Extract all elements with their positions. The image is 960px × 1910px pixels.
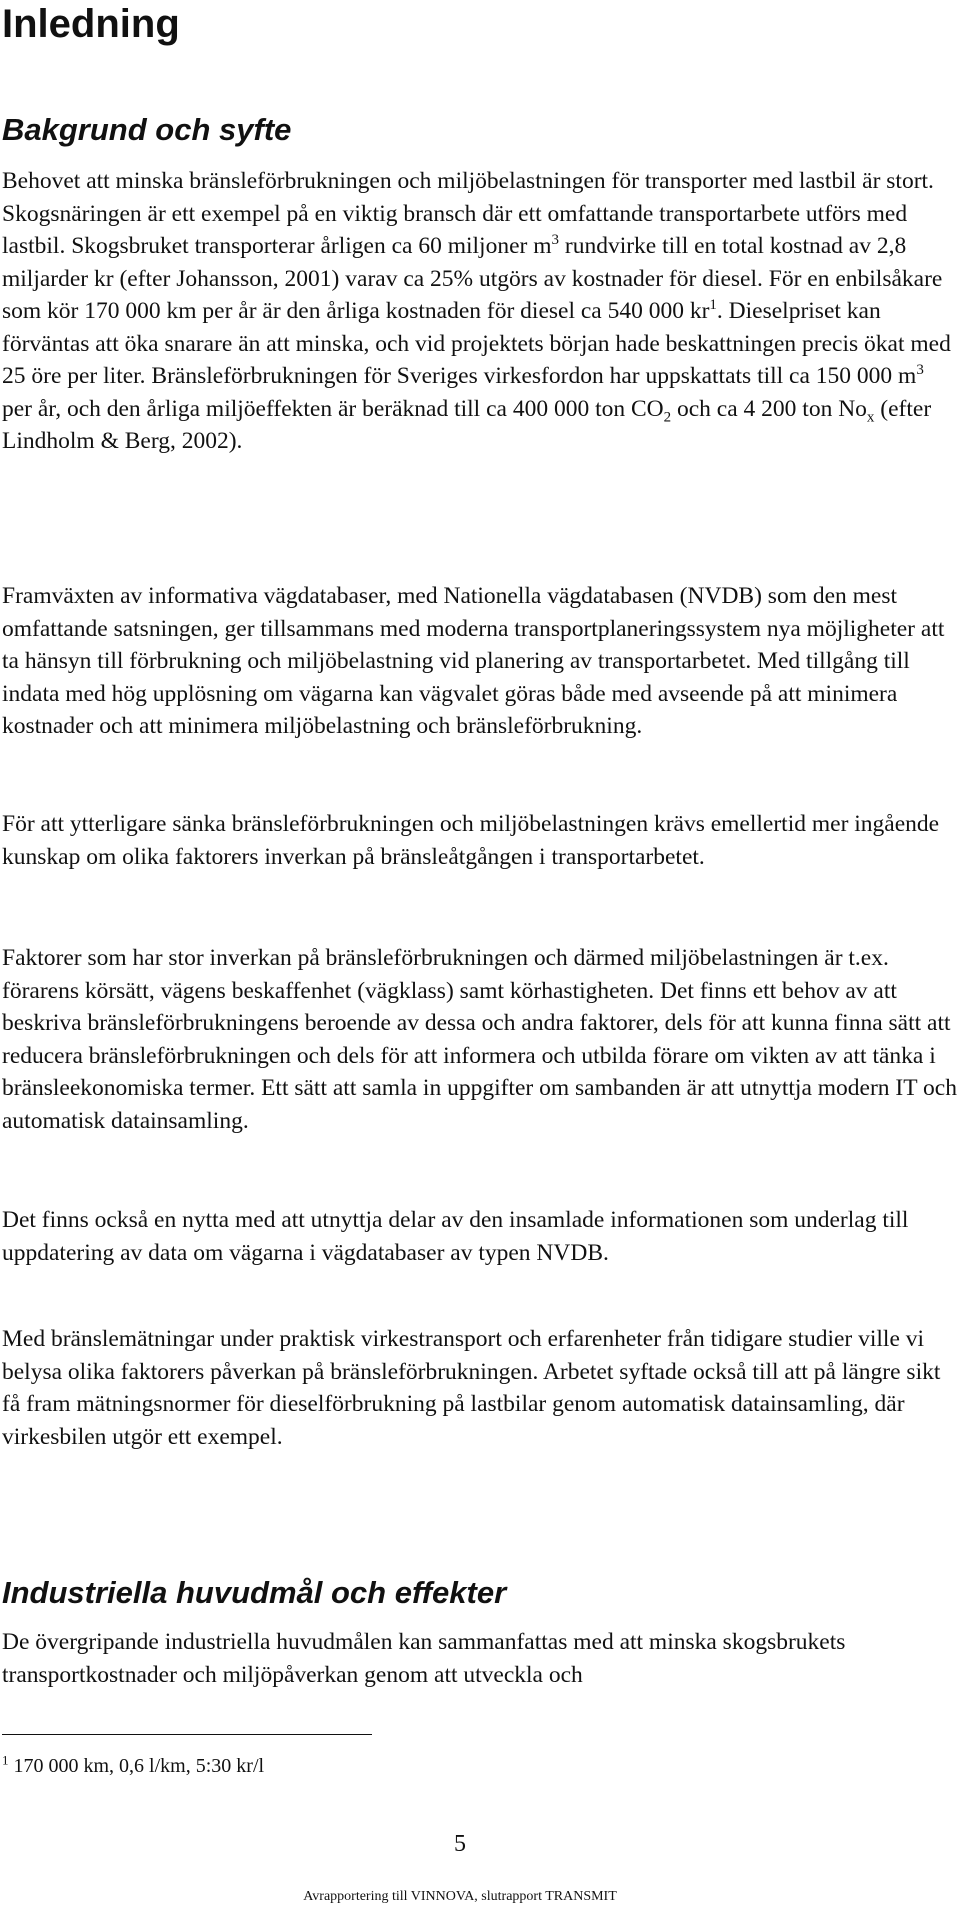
page-number: 5 bbox=[454, 1831, 466, 1857]
subscript-x: x bbox=[866, 409, 875, 426]
footnote-divider bbox=[2, 1734, 372, 1735]
paragraph-1 bbox=[2, 165, 957, 458]
superscript-cubic: 3 bbox=[916, 362, 924, 379]
paragraph-1-text-f: (efter Lindholm & Berg, 2002). bbox=[2, 395, 932, 454]
paragraph-1-text-b: rundvirke till en total kostnad av 2,8 miljarder kr (efter Johansson, 2001) varav ca 25% utgörs av kostnader för diesel. För en enbilsåkare som kör 170 000 km per år är den årliga kostnaden för diesel ca 540 000 kr bbox=[2, 233, 943, 324]
footnote-reference[interactable]: 1 bbox=[709, 297, 717, 314]
paragraph-7: De övergripande industriella huvudmålen kan sammanfattas med att minska skogsbrukets transportkostnader och miljöpåverkan genom att utveckla och bbox=[2, 1629, 846, 1688]
running-footer: Avrapportering till VINNOVA, slutrapport TRANSMIT bbox=[303, 1889, 617, 1904]
paragraph-6: Med bränslemätningar under praktisk virkestransport och erfarenheter från tidigare studier ville vi belysa olika faktorers påverkan på bränsleförbrukningen. Arbetet syftade också till att på längre sikt få fram mätningsnormer för dieselförbrukning på lastbilar genom automatisk datainsamling, där virkesbilen utgör ett exempel. bbox=[2, 1326, 941, 1450]
footnote bbox=[2, 1752, 264, 1780]
paragraph-1-text-c: . Dieselpriset kan förväntas att öka snarare än att minska, och vid projektets början hade beskattningen precis ökat med 25 öre per liter. Bränsleförbrukningen för Sveriges virkesfordon har uppskattats till ca 150 000 m bbox=[2, 298, 951, 389]
paragraph-1-text-e: och ca 4 200 ton No bbox=[671, 395, 867, 422]
subscript-two: 2 bbox=[663, 409, 672, 426]
section-heading-bakgrund: Bakgrund och syfte bbox=[2, 112, 292, 147]
paragraph-1-text-a: Behovet att minska bränsleförbrukningen och miljöbelastningen för transporter med lastbil är stort. Skogsnäringen är ett exempel på en viktig bransch där ett omfattande transportarbete utförs med lastbil. Skogsbruket transporterar årligen ca 60 miljoner m bbox=[2, 168, 934, 259]
paragraph-3: För att ytterligare sänka bränsleförbrukningen och miljöbelastningen krävs emellertid mer ingående kunskap om olika faktorers inverkan på bränsleåtgången i transportarbetet. bbox=[2, 811, 940, 870]
chapter-heading: Inledning bbox=[2, 2, 180, 46]
paragraph-2: Framväxten av informativa vägdatabaser, med Nationella vägdatabasen (NVDB) som den mest omfattande satsningen, ger tillsammans med moderna transportplaneringssystem nya möjligheter att ta hänsyn till förbrukning och miljöbelastning vid planering av transportarbetet. Med tillgång till indata med hög upplösning om vägarna kan vägvalet göras både med avseende på att minimera kostnader och att minimera miljöbelastning och bränsleförbrukning. bbox=[2, 583, 945, 739]
footnote-marker: 1 bbox=[2, 1752, 9, 1768]
paragraph-4: Faktorer som har stor inverkan på bränsleförbrukningen och därmed miljöbelastningen är t.ex. förarens körsätt, vägens beskaffenhet (vägklass) samt körhastigheten. Det finns ett behov av att beskriva bränsleförbrukningens beroende av dessa och andra faktorer, dels för att kunna finna sätt att reducera bränsleförbrukningen och dels för att informera och utbilda förare om vikten av att tänka i bränsleekonomiska termer. Ett sätt att samla in uppgifter om sambanden är att utnyttja modern IT och automatisk datainsamling. bbox=[2, 945, 957, 1134]
paragraph-1-text-d: per år, och den årliga miljöeffekten är beräknad till ca 400 000 ton CO bbox=[2, 395, 664, 422]
section-heading-industriella: Industriella huvudmål och effekter bbox=[2, 1575, 507, 1610]
paragraph-5: Det finns också en nytta med att utnyttja delar av den insamlade informationen som underlag till uppdatering av data om vägarna i vägdatabaser av typen NVDB. bbox=[2, 1207, 909, 1266]
footnote-text: 170 000 km, 0,6 l/km, 5:30 kr/l bbox=[8, 1755, 265, 1777]
superscript-cubic: 3 bbox=[551, 232, 559, 249]
